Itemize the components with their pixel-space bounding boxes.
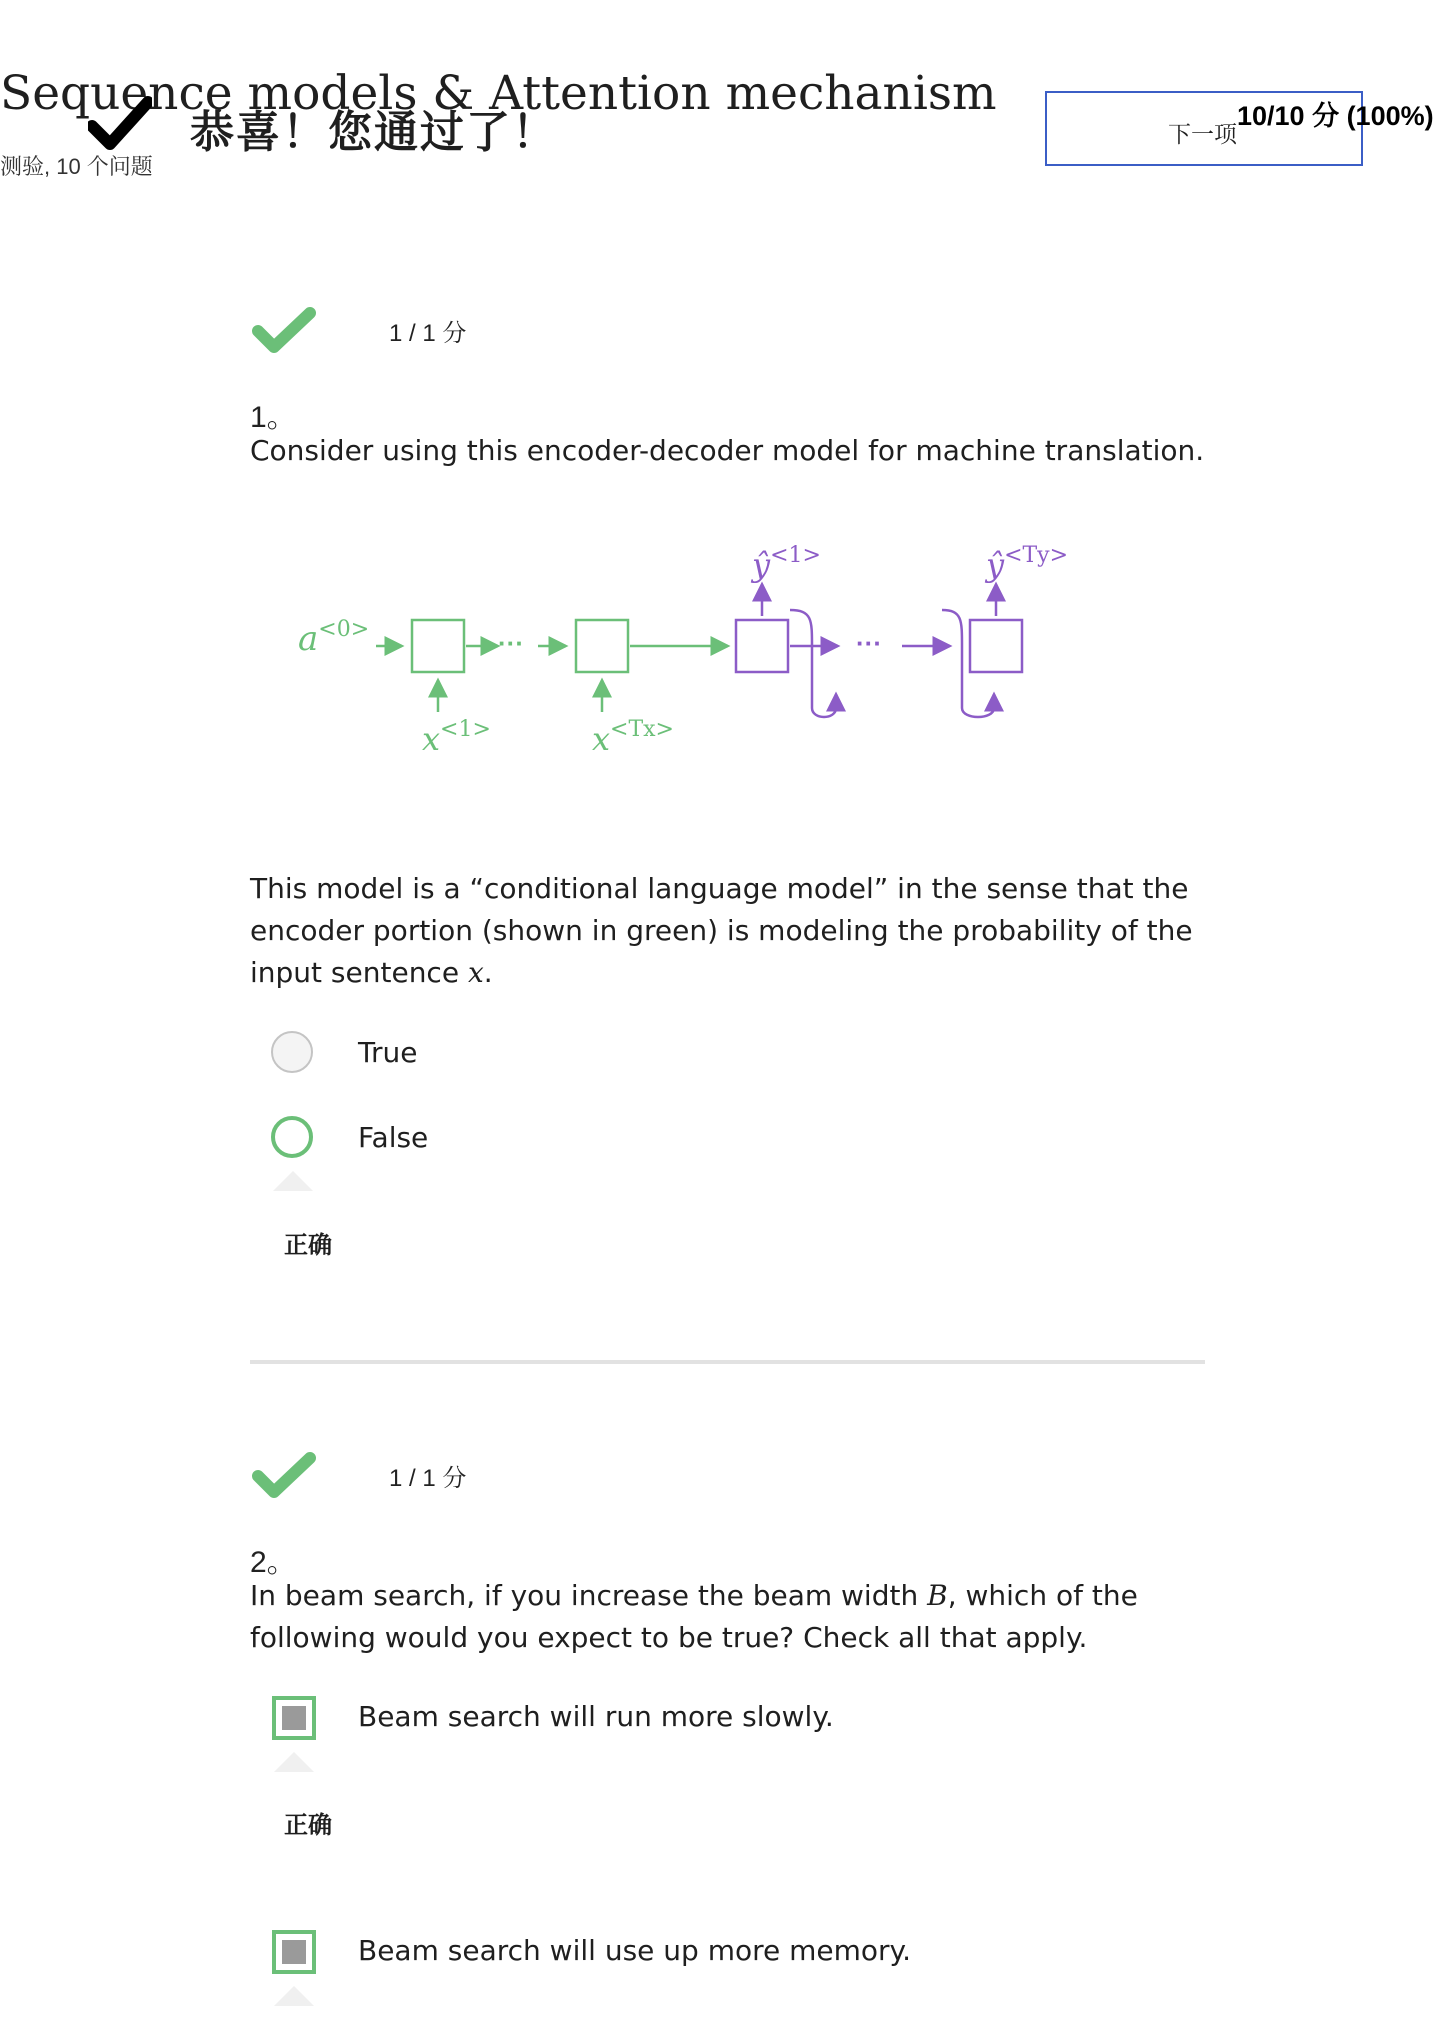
checkbox-fill bbox=[282, 1706, 306, 1730]
pass-title: 恭喜！您通过了！ bbox=[190, 108, 558, 157]
quiz-meta: 测验, 10 个问题 bbox=[0, 154, 153, 179]
label-yty: ŷ bbox=[986, 546, 1005, 584]
course-title: Sequence models & Attention mechanism bbox=[0, 66, 997, 121]
option-true-radio[interactable] bbox=[271, 1031, 313, 1073]
decoder-cell-1 bbox=[736, 620, 788, 672]
encoder-cell-1 bbox=[412, 620, 464, 672]
svg-text:ŷ<1> bbox=[750, 543, 821, 584]
checkmark-icon bbox=[88, 94, 152, 154]
question-number: 1。 bbox=[250, 401, 297, 434]
label-a0: a bbox=[298, 619, 319, 659]
feedback-arrow bbox=[274, 1986, 314, 2006]
question-prompt: Consider using this encoder-decoder model for machine translation. bbox=[250, 434, 1205, 467]
label-y1: ŷ bbox=[752, 546, 771, 584]
score-label: 10/10 分 (100%) bbox=[1237, 101, 1434, 131]
option-true-label[interactable]: True bbox=[358, 1036, 418, 1069]
label-y1-sup: <1> bbox=[770, 543, 821, 568]
label-xtx: x bbox=[592, 720, 611, 758]
option-slower-label[interactable]: Beam search will run more slowly. bbox=[358, 1700, 834, 1733]
decoder-cell-ty bbox=[970, 620, 1022, 672]
option-false-label[interactable]: False bbox=[358, 1121, 429, 1154]
question-statement: This model is a “conditional language model” in the sense that the encoder portion (shown in green) is modeling the probability of the input sentence x. bbox=[250, 872, 1193, 989]
checkmark-icon bbox=[252, 305, 316, 357]
svg-text:x<Tx> bbox=[592, 717, 674, 758]
decoder-dots: ··· bbox=[856, 628, 882, 658]
question-points: 1 / 1 分 bbox=[389, 1465, 467, 1492]
option-slower-checkbox[interactable] bbox=[272, 1696, 316, 1740]
question-divider bbox=[250, 1360, 1205, 1364]
label-a0-sup: <0> bbox=[318, 617, 370, 642]
encoder-decoder-diagram bbox=[290, 528, 1080, 768]
feedback-correct: 正确 bbox=[284, 1232, 332, 1259]
question-prompt: In beam search, if you increase the beam width B, which of the following would you expect to be true? Check all that apply. bbox=[250, 1579, 1138, 1654]
feedback-correct: 正确 bbox=[284, 1812, 332, 1839]
label-x1: x bbox=[422, 720, 441, 758]
svg-text:ŷ<Ty> bbox=[984, 543, 1068, 584]
checkbox-fill bbox=[282, 1940, 306, 1964]
svg-text:a<0> bbox=[298, 617, 369, 659]
question-number: 2。 bbox=[250, 1546, 297, 1579]
encoder-dots: ··· bbox=[498, 628, 524, 658]
label-xtx-sup: <Tx> bbox=[610, 717, 674, 742]
label-yty-sup: <Ty> bbox=[1004, 543, 1069, 568]
encoder-cell-tx bbox=[576, 620, 628, 672]
option-false-radio[interactable] bbox=[271, 1116, 313, 1158]
label-x1-sup: <1> bbox=[440, 717, 491, 742]
svg-text:x<1> bbox=[422, 717, 491, 758]
option-memory-checkbox[interactable] bbox=[272, 1930, 316, 1974]
option-memory-label[interactable]: Beam search will use up more memory. bbox=[358, 1934, 912, 1967]
question-points: 1 / 1 分 bbox=[389, 320, 467, 347]
feedback-arrow bbox=[274, 1752, 314, 1772]
checkmark-icon bbox=[252, 1450, 316, 1502]
next-button-label[interactable]: 下一项 bbox=[1168, 121, 1237, 147]
feedback-arrow bbox=[273, 1171, 313, 1191]
